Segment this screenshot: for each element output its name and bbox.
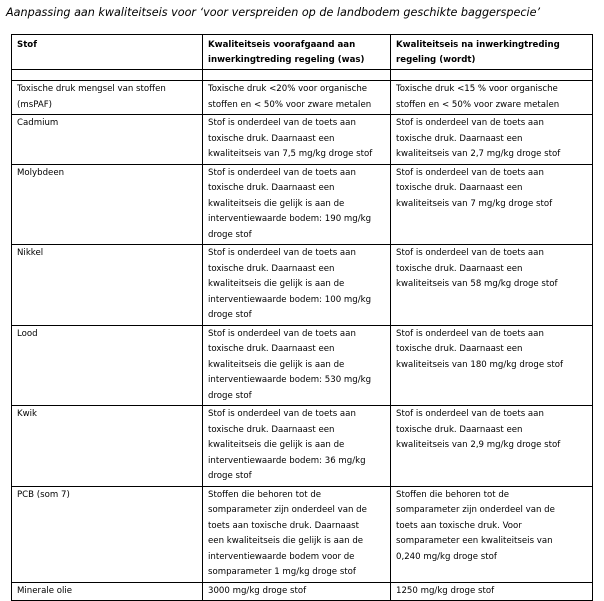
cell-stof: PCB (som 7) xyxy=(12,486,203,582)
cell-was: Toxische druk <20% voor organische stoffen en < 50% voor zware metalen xyxy=(203,81,391,115)
cell-stof: Kwik xyxy=(12,406,203,487)
cell-was: Stof is onderdeel van de toets aan toxische druk. Daarnaast een kwaliteitseis van 7,5 mg/kg droge stof xyxy=(203,115,391,165)
cell-was: Stof is onderdeel van de toets aan toxische druk. Daarnaast een kwaliteitseis die gelijk is aan de interventiewaarde bodem: 190 mg/kg droge stof xyxy=(203,164,391,245)
cell-wordt: Stof is onderdeel van de toets aan toxische druk. Daarnaast een kwaliteitseis van 2,7 mg/kg droge stof xyxy=(391,115,593,165)
cell-wordt: Stof is onderdeel van de toets aan toxische druk. Daarnaast een kwaliteitseis van 180 mg/kg droge stof xyxy=(391,325,593,406)
header-was: Kwaliteitseis voorafgaand aan inwerkingtreding regeling (was) xyxy=(203,35,391,70)
table-row xyxy=(12,486,593,582)
table-row xyxy=(12,81,593,115)
table-row xyxy=(12,245,593,326)
quality-requirements-table xyxy=(11,34,593,601)
cell-wordt: Stoffen die behoren tot de somparameter zijn onderdeel van de toets aan toxische druk. Voor somparameter een kwaliteitseis van 0,240 mg/kg droge stof xyxy=(391,486,593,582)
empty-cell xyxy=(391,70,593,81)
table-row xyxy=(12,406,593,487)
cell-wordt: Toxische druk <15 % voor organische stoffen en < 50% voor zware metalen xyxy=(391,81,593,115)
cell-wordt: 1250 mg/kg droge stof xyxy=(391,582,593,601)
cell-wordt: Stof is onderdeel van de toets aan toxische druk. Daarnaast een kwaliteitseis van 2,9 mg/kg droge stof xyxy=(391,406,593,487)
empty-cell xyxy=(203,70,391,81)
table-row xyxy=(12,164,593,245)
header-row xyxy=(12,35,593,70)
header-stof: Stof xyxy=(12,35,203,70)
cell-stof: Cadmium xyxy=(12,115,203,165)
empty-cell xyxy=(12,70,203,81)
cell-stof: Minerale olie xyxy=(12,582,203,601)
cell-was: Stoffen die behoren tot de somparameter zijn onderdeel van de toets aan toxische druk. Daarnaast een kwaliteitseis die gelijk is aan de interventiewaarde bodem voor de somparameter 1 mg/kg droge stof xyxy=(203,486,391,582)
cell-wordt: Stof is onderdeel van de toets aan toxische druk. Daarnaast een kwaliteitseis van 58 mg/kg droge stof xyxy=(391,245,593,326)
header-wordt: Kwaliteitseis na inwerkingtreding regeling (wordt) xyxy=(391,35,593,70)
table-caption: Aanpassing aan kwaliteitseis voor ‘voor verspreiden op de landbodem geschikte baggerspecie’ xyxy=(6,6,541,19)
table-row xyxy=(12,582,593,601)
table-row xyxy=(12,115,593,165)
empty-row xyxy=(12,70,593,81)
cell-stof: Nikkel xyxy=(12,245,203,326)
cell-was: Stof is onderdeel van de toets aan toxische druk. Daarnaast een kwaliteitseis die gelijk is aan de interventiewaarde bodem: 36 mg/kg droge stof xyxy=(203,406,391,487)
cell-was: Stof is onderdeel van de toets aan toxische druk. Daarnaast een kwaliteitseis die gelijk is aan de interventiewaarde bodem: 530 mg/kg droge stof xyxy=(203,325,391,406)
cell-was: Stof is onderdeel van de toets aan toxische druk. Daarnaast een kwaliteitseis die gelijk is aan de interventiewaarde bodem: 100 mg/kg droge stof xyxy=(203,245,391,326)
cell-stof: Toxische druk mengsel van stoffen (msPAF) xyxy=(12,81,203,115)
cell-stof: Molybdeen xyxy=(12,164,203,245)
cell-wordt: Stof is onderdeel van de toets aan toxische druk. Daarnaast een kwaliteitseis van 7 mg/kg droge stof xyxy=(391,164,593,245)
cell-was: 3000 mg/kg droge stof xyxy=(203,582,391,601)
table-row xyxy=(12,325,593,406)
cell-stof: Lood xyxy=(12,325,203,406)
